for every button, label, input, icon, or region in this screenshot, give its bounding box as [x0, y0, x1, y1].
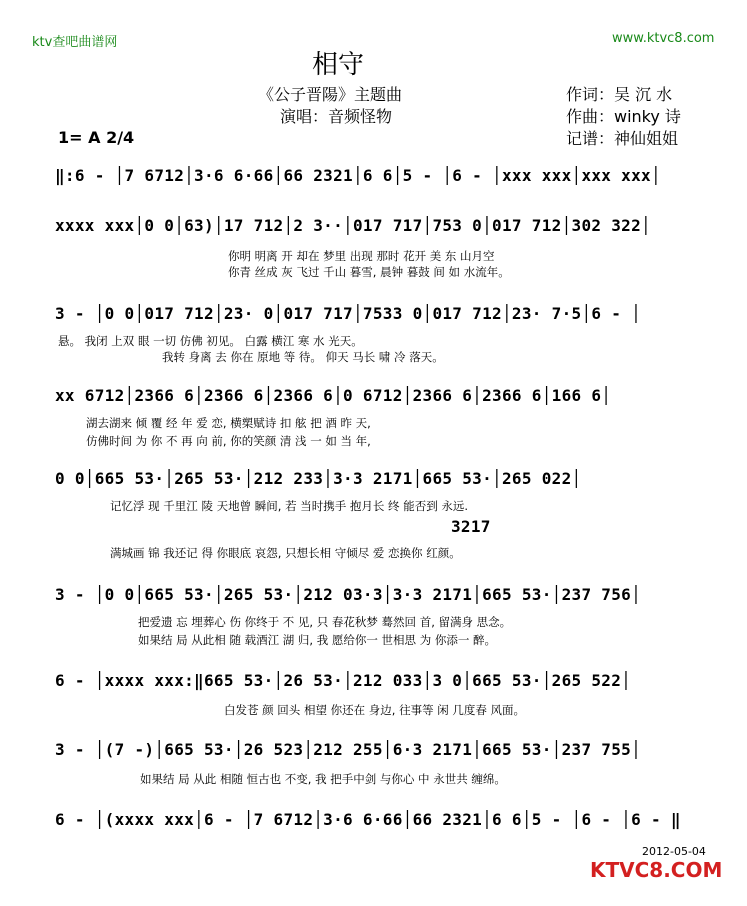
notation-row-1 — [55, 166, 705, 192]
lyricist-line: 作词：吴 沉 水 — [566, 85, 673, 104]
row-notes: 0 0│665 53·│265 53·│212 233│3·3 2171│665 53·│265 022│ — [55, 469, 582, 488]
right-watermark — [730, 0, 744, 906]
lyric-line: 你青 丝成 灰 飞过 千山 暮雪, 晨钟 暮鼓 间 如 水流年。 — [228, 265, 510, 279]
theme-line: 《公子晋陽》主题曲 — [258, 85, 403, 104]
lyric-line: 如果结 局 从此相 随 载酒江 湖 归, 我 愿给你一 世相思 为 你添一 醉。 — [138, 633, 497, 647]
row-notes: 3 - │0 0│017 712│23· 0│017 717│7533 0│017 712│23· 7·5│6 - │ — [55, 304, 642, 323]
left-watermark — [4, 0, 18, 906]
row-notes: xxxx xxx│0 0│63)│17 712│2 3··│017 717│753 0│017 712│302 322│ — [55, 216, 651, 235]
site-url-right[interactable]: www.ktvc8.com — [612, 31, 715, 46]
row-notes: 3 - │0 0│665 53·│265 53·│212 03·3│3·3 2171│665 53·│237 756│ — [55, 585, 642, 604]
notation-row-5 — [55, 469, 705, 495]
row-notes: xx 6712│2366 6│2366 6│2366 6│0 6712│2366 6│2366 6│166 6│ — [55, 386, 612, 405]
lyric-line: 记忆浮 现 千里江 陵 天地曾 瞬间, 若 当时携手 抱月长 终 能否到 永远. — [110, 499, 469, 513]
notation-row-2 — [55, 216, 705, 242]
row-notes: 6 - │(xxxx xxx│6 - │7 6712│3·6 6·66│66 2321│6 6│5 - │6 - │6 - ‖ — [55, 810, 681, 829]
composer-line: 作曲：winky 诗 — [566, 107, 681, 126]
notation-row-8 — [55, 740, 705, 766]
notation-row-4 — [55, 386, 705, 412]
row-notes: 3217 — [451, 517, 491, 536]
notation-row-6 — [55, 585, 705, 611]
date-stamp: 2012-05-04 — [642, 845, 706, 858]
lyric-line: 把爱遗 忘 埋葬心 伤 你终于 不 见, 只 春花秋梦 蓦然回 首, 留满身 思念。 — [138, 615, 512, 629]
notation-row-9 — [55, 810, 705, 836]
lyric-line: 如果结 局 从此 相随 恒古也 不变, 我 把手中剑 与你心 中 永世共 缠绵。 — [140, 772, 506, 786]
lyric-line: 仿佛时间 为 你 不 再 向 前, 你的笑颜 清 浅 一 如 当 年, — [86, 434, 371, 448]
site-name-left[interactable]: ktv查吧曲谱网 — [32, 35, 118, 50]
lyric-line: 你明 明离 开 却在 梦里 出现 那时 花开 美 东 山月空 — [228, 249, 495, 263]
row-notes: ‖:6 - │7 6712│3·6 6·66│66 2321│6 6│5 - │6 - │xxx xxx│xxx xxx│ — [55, 166, 661, 185]
notation-row-3 — [55, 304, 705, 330]
lyric-line: 我转 身离 去 你在 原地 等 待。 仰天 马长 啸 冷 落天。 — [162, 350, 444, 364]
row-notes: 6 - │xxxx xxx:‖665 53·│26 53·│212 033│3 0│665 53·│265 522│ — [55, 671, 632, 690]
notation-row-7 — [55, 671, 705, 697]
key-signature: 1= A 2/4 — [58, 128, 135, 147]
row-notes: 3 - │(7 -)│665 53·│26 523│212 255│6·3 2171│665 53·│237 755│ — [55, 740, 642, 759]
lyric-line: 悬。 我闭 上双 眼 一切 仿佛 初见。 白露 横江 寒 水 光天。 — [58, 334, 363, 348]
lyric-line: 湖去湖来 倾 覆 经 年 爱 恋, 横槊赋诗 扣 舷 把 酒 昨 天, — [86, 416, 371, 430]
singer-line: 演唱：音频怪物 — [280, 107, 393, 126]
song-title: 相守 — [312, 50, 365, 80]
lyric-line: 满城画 锦 我还记 得 你眼底 哀怨, 只想长相 守倾尽 爱 恋换你 红颜。 — [110, 546, 461, 560]
ktvc8-logo: KTVC8.COM — [590, 858, 723, 882]
transcriber-line: 记谱：神仙姐姐 — [566, 129, 679, 148]
notation-row-5b — [55, 517, 705, 543]
lyric-line: 白发苍 颜 回头 相望 你还在 身边, 往事等 闲 几度春 风面。 — [224, 703, 526, 717]
